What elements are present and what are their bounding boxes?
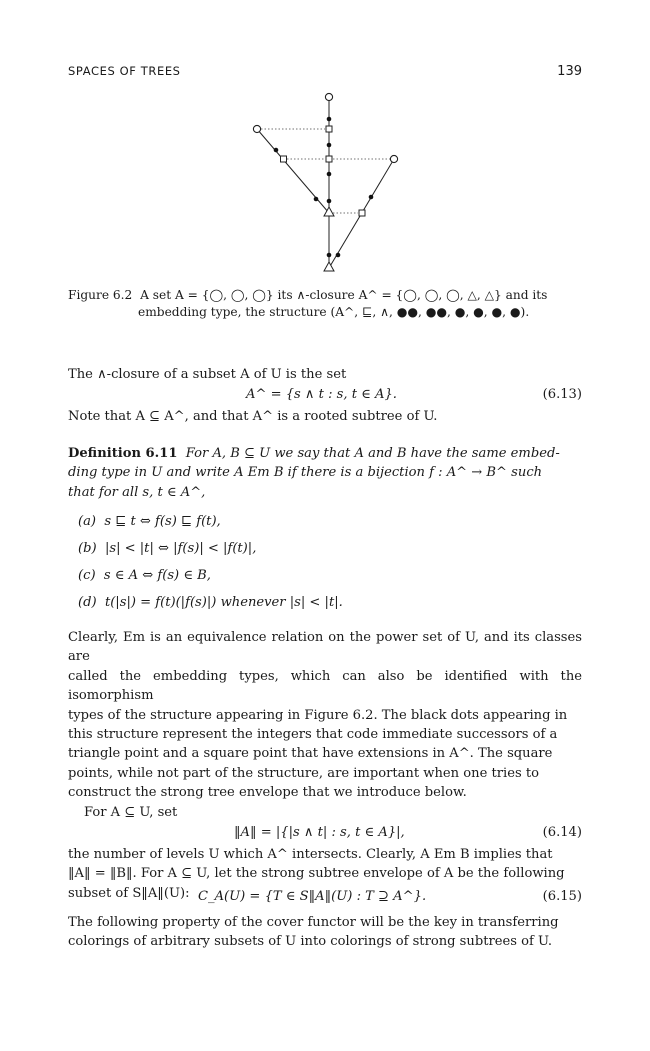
black-dot [336, 253, 341, 258]
definition-6-11 [68, 444, 582, 502]
black-dot [327, 253, 332, 258]
black-dot [327, 117, 332, 122]
closure-section [68, 365, 582, 427]
black-dot [327, 199, 332, 204]
tree-figure [0, 0, 650, 285]
black-dot [274, 148, 279, 153]
black-dot [369, 195, 374, 200]
condition-list [68, 508, 582, 616]
caption-label: Figure 6.2 [68, 288, 133, 302]
equation-6-15-expr: C_A(U) = {T ∈ S‖A‖(U) : T ⊇ A^}. [198, 889, 427, 904]
figure-caption [68, 287, 582, 321]
equation-6-13-expr: A^ = {s ∧ t : s, t ∈ A}. [246, 387, 397, 403]
square-node-2 [281, 156, 287, 162]
condition-c: (c) s ∈ A ⇔ f(s) ∈ B, [78, 568, 211, 583]
equation-6-14 [68, 822, 582, 845]
page-number: 139 [557, 64, 582, 79]
equation-6-14-expr: ‖A‖ = |{|s ∧ t| : s, t ∈ A}|, [234, 825, 405, 841]
equation-6-13-number: (6.13) [542, 387, 582, 403]
square-node-4 [359, 210, 365, 216]
text-line: colorings of arbitrary subsets of U into colorings of strong subtrees of U. [68, 934, 553, 950]
text-line: Clearly, Em is an equivalence relation on the power set of U, and its classes are [68, 630, 582, 665]
text-line: triangle point and a square point that have extensions in A^. The square [68, 746, 553, 762]
text-line: types of the structure appearing in Figure 6.2. The black dots appearing in [68, 707, 568, 723]
black-dot [327, 172, 332, 177]
text-line: points, while not part of the structure, are important when one tries to [68, 765, 539, 781]
condition-a: (a) s ⊑ t ⇔ f(s) ⊑ f(t), [78, 514, 221, 529]
text-line: subset of S‖A‖(U): [68, 885, 190, 901]
condition-d: (d) t(|s|) = f(t)(|f(s)|) whenever |s| < |t|. [78, 595, 343, 610]
circle-node-right [390, 155, 397, 162]
equation-6-13 [68, 384, 582, 407]
black-dot [327, 143, 332, 148]
left-branch-edge [257, 129, 329, 213]
text-line: construct the strong tree envelope that we introduce below. [68, 785, 467, 801]
definition-line-1: For A, B ⊆ U we say that A and B have the same embed- [185, 446, 560, 461]
level-guides [261, 129, 390, 213]
closure-note: Note that A ⊆ A^, and that A^ is a rooted subtree of U. [68, 409, 438, 425]
definition-line-2: ding type in U and write A Em B if there is a bijection f : A^ → B^ such [68, 465, 543, 481]
caption-line-2: embedding type, the structure (A^, ⊑, ∧, ●●, ●●, ●, ●, ●, ●). [138, 305, 530, 319]
equation-6-14-number: (6.14) [542, 825, 582, 841]
embedding-types-paragraph [68, 628, 582, 903]
running-title: SPACES OF TREES [68, 64, 181, 78]
definition-label: Definition 6.11 [68, 446, 178, 461]
triangle-node-lower [324, 262, 334, 271]
text-line: the number of levels U which A^ intersects. Clearly, A Em B implies that [68, 847, 553, 863]
equation-6-15-block [68, 886, 582, 909]
circle-node-top [325, 93, 332, 100]
square-node-1 [326, 126, 332, 132]
for-a-line: For A ⊆ U, set [84, 804, 178, 820]
condition-b: (b) |s| < |t| ⇔ |f(s)| < |f(t)|, [78, 541, 257, 556]
closure-intro: The ∧-closure of a subset A of U is the set [68, 367, 347, 382]
square-node-3 [326, 156, 332, 162]
definition-line-3: that for all s, t ∈ A^, [68, 484, 206, 500]
text-line: ‖A‖ = ‖B‖. For A ⊆ U, let the strong subtree envelope of A be the following [68, 866, 565, 882]
text-line: called the embedding types, which can also be identified with the isomorphism [68, 668, 582, 704]
equation-6-15 [68, 886, 582, 909]
text-line: The following property of the cover functor will be the key in transferring [68, 915, 559, 930]
text-line: this structure represent the integers that code immediate successors of a [68, 727, 558, 743]
black-dot [314, 197, 319, 202]
circle-node-left [253, 125, 260, 132]
equation-6-15-number: (6.15) [542, 889, 582, 904]
closing-paragraph [68, 913, 582, 952]
caption-line-1: A set A = {◯, ◯, ◯} its ∧-closure A^ = {◯, ◯, ◯, △, △} and its [140, 288, 548, 302]
